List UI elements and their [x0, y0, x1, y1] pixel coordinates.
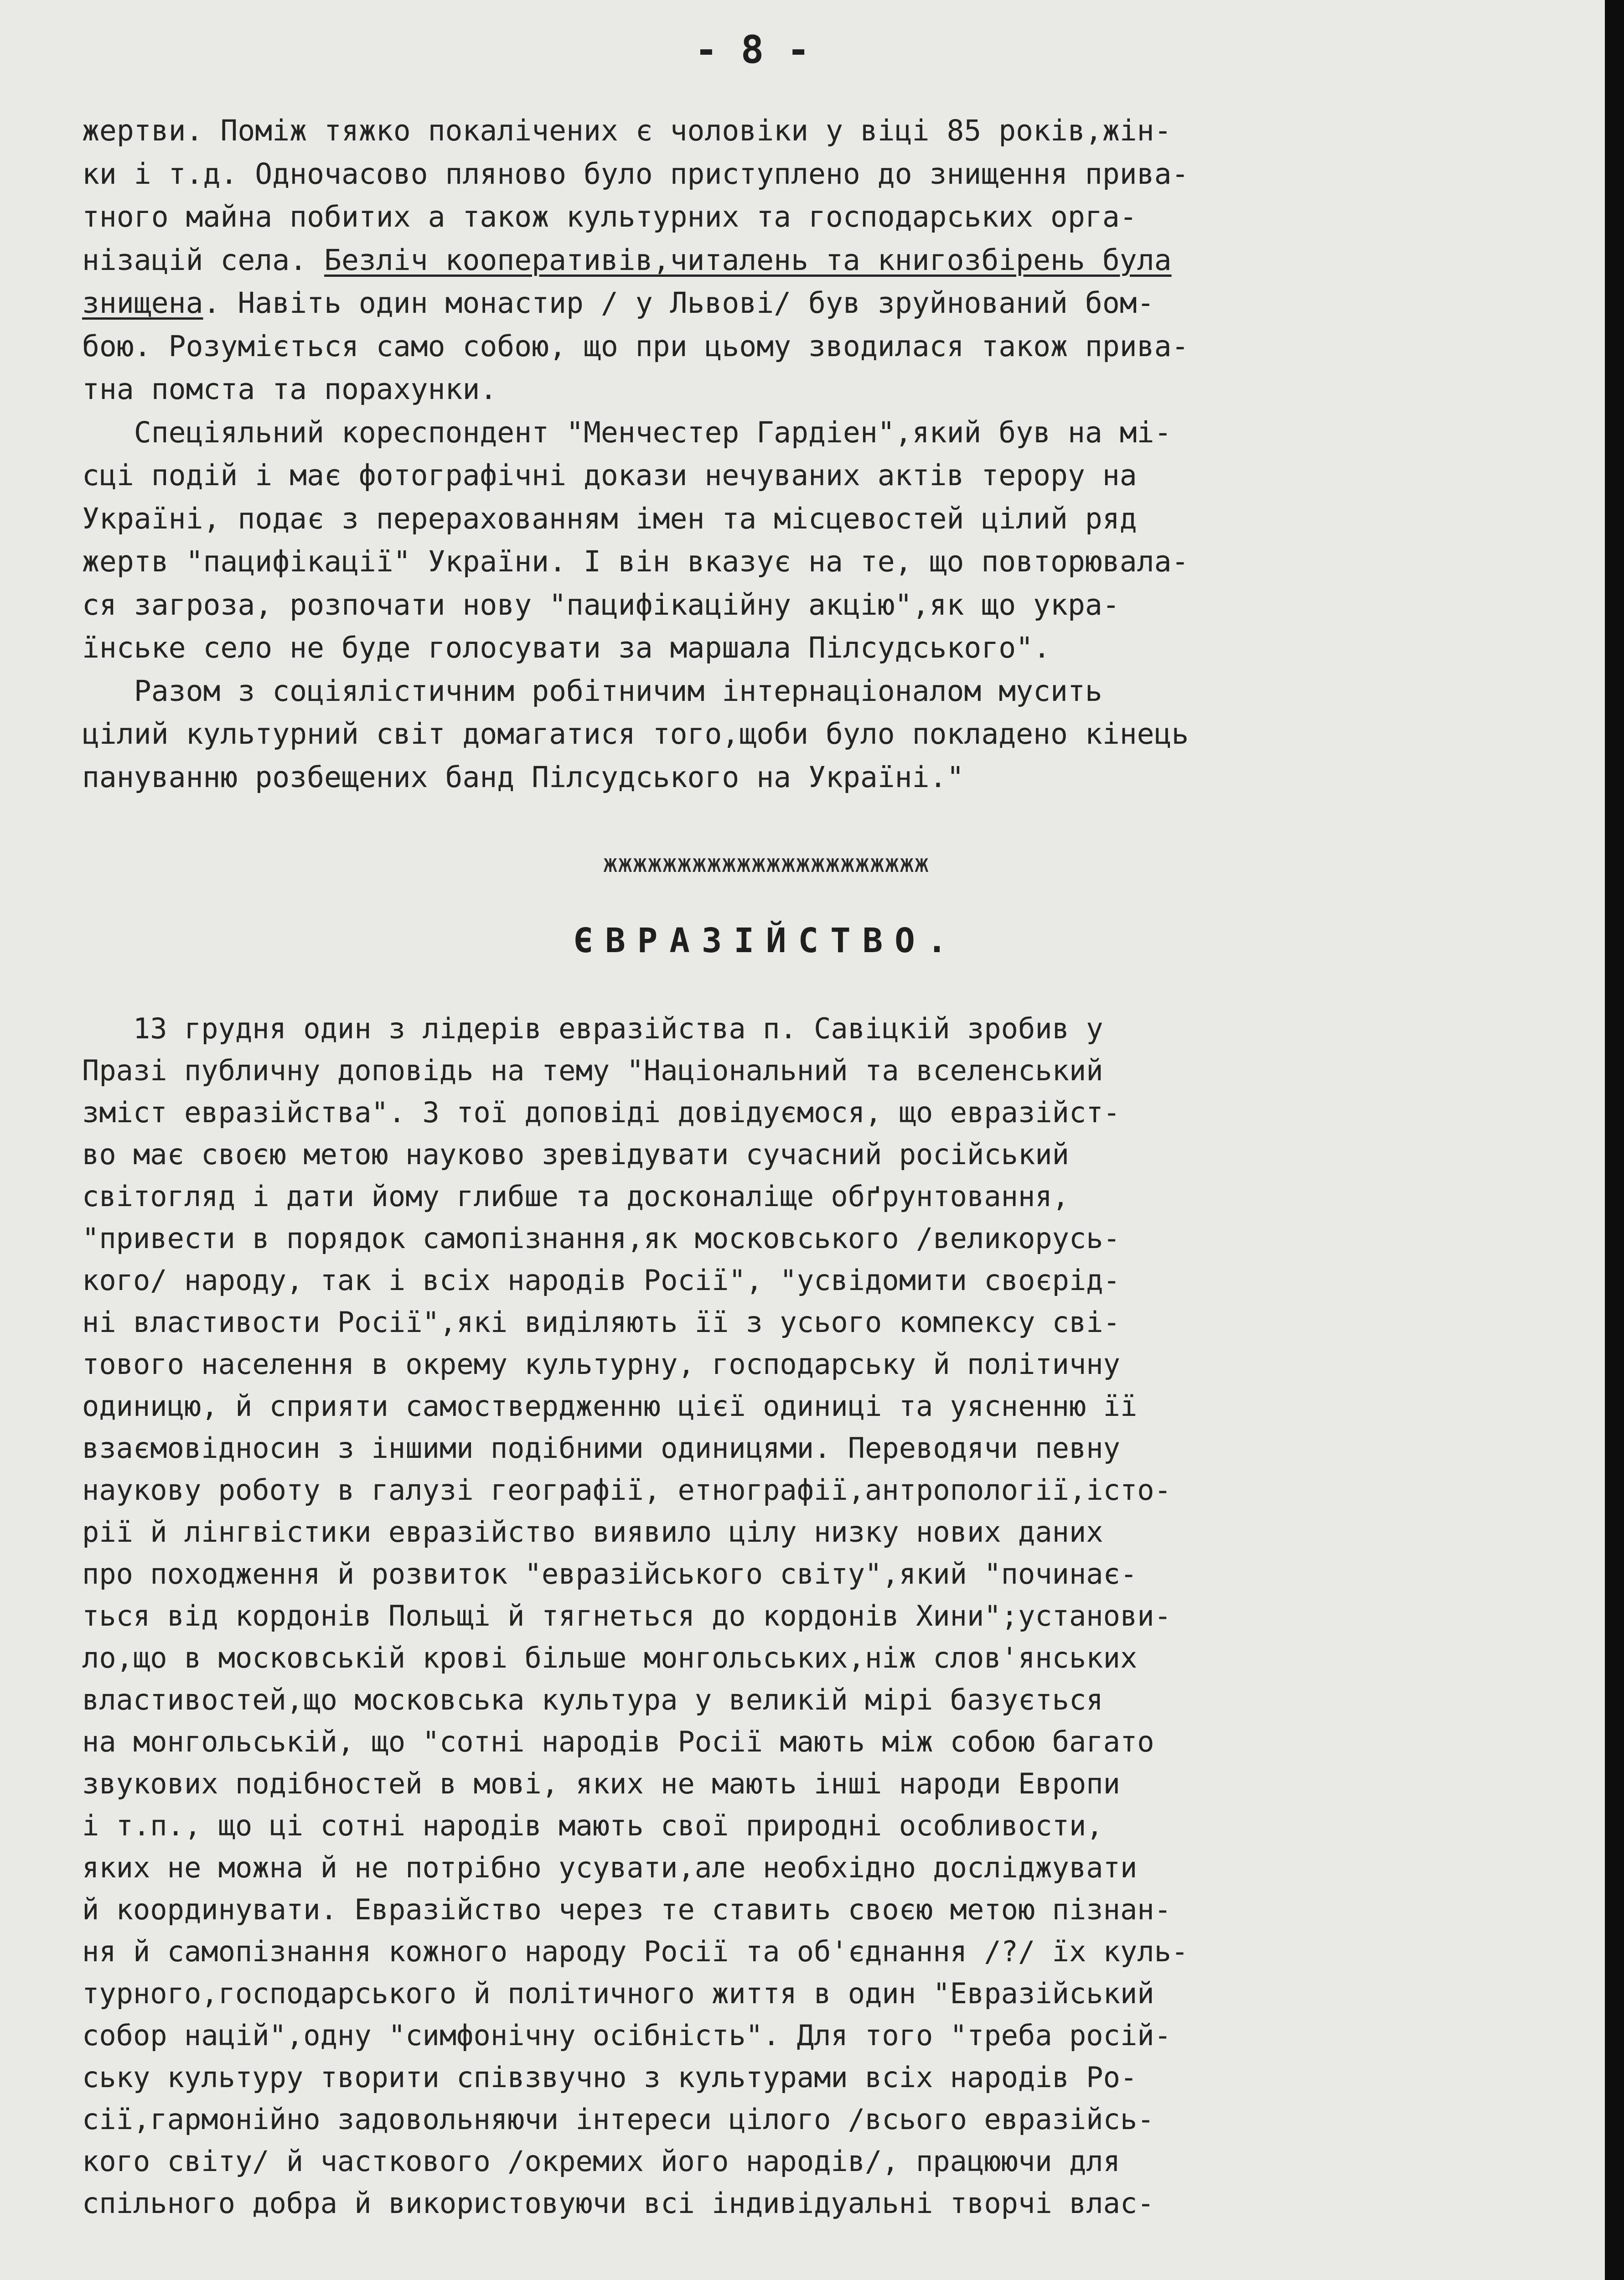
text-line: 13 грудня один з лідерів евразійства п. Савіцкій зробив у	[82, 1012, 1103, 1045]
body-text-top	[82, 109, 1518, 799]
body-text-section	[82, 1008, 1518, 2224]
text-line: властивостей,що московська культура у великій мірі базується	[82, 1683, 1103, 1716]
section-title: ЄВРАЗІЙСТВО.	[573, 921, 959, 960]
text-fragment: . Навіть один монастир / у Львові/ був зруйнований бом-	[203, 286, 1154, 320]
text-line: й координувати. Евразійство через те ставить своєю метою пізнан-	[82, 1893, 1171, 1926]
text-line: сії,гармонійно задовольняючи інтереси цілого /всього евразійсь-	[82, 2103, 1154, 2136]
text-line: про походження й розвиток "евразійського світу",який "починає-	[82, 1557, 1138, 1591]
text-line: во має своєю метою науково зревідувати сучасний російський	[82, 1138, 1069, 1171]
text-line: ло,що в московській крові більше монгольських,ніж слов'янських	[82, 1641, 1138, 1674]
text-line: Празі публичну доповідь на тему "Національний та вселенський	[82, 1054, 1103, 1087]
scan-dark-edge	[1605, 0, 1624, 2280]
text-line: ки і т.д. Одночасово пляново було приступлено до знищення прива-	[82, 157, 1189, 191]
text-line: собор націй",одну "симфонічну осібність". Для того "треба росій-	[82, 2019, 1171, 2052]
text-line: світогляд і дати йому глибше та досконаліще обґрунтовання,	[82, 1180, 1069, 1213]
text-line-with-underline	[82, 282, 1518, 325]
text-line: ську культуру творити співзвучно з культурами всіх народів Ро-	[82, 2061, 1138, 2094]
text-line: їнське село не буде голосувати за маршала Пілсудського".	[82, 631, 1051, 664]
text-line: Разом з соціялістичним робітничим інтернаціоналом мусить	[82, 674, 1102, 708]
text-line: ться від кордонів Польщі й тягнеться до кордонів Хини";установи-	[82, 1599, 1171, 1632]
text-line: взаємовідносин з іншими подібними одиницями. Переводячи певну	[82, 1431, 1120, 1465]
text-line: Спеціяльний кореспондент "Менчестер Гардіен",який був на мі-	[82, 415, 1172, 449]
text-line: звукових подібностей в мові, яких не мають інші народи Европи	[82, 1767, 1120, 1800]
text-line: ся загроза, розпочати нову "пацифікаційну акцію",як що укра-	[82, 588, 1120, 622]
text-line-with-underline	[82, 239, 1518, 282]
text-line: рії й лінгвістики евразійство виявило цілу низку нових даних	[82, 1515, 1103, 1549]
text-line: "привести в порядок самопізнання,як московського /великорусь-	[82, 1222, 1120, 1255]
text-line: ня й самопізнання кожного народу Росії та об'єднання /?/ їх куль-	[82, 1935, 1189, 1968]
text-line: і т.п., що ці сотні народів мають свої природні особливости,	[82, 1809, 1103, 1842]
text-line: наукову роботу в галузі географії, етнографії,антропології,істо-	[82, 1473, 1171, 1507]
text-line: цілий культурний світ домагатися того,щоби було покладено кінець	[82, 717, 1189, 751]
underlined-phrase: Безліч кооперативів,читалень та книгозбірень була	[324, 243, 1172, 277]
text-line: ні властивости Росії",які виділяють її з усього компексу сві-	[82, 1306, 1120, 1339]
section-separator: жжжжжжжжжжжжжжжжжжжжжж	[603, 849, 929, 878]
text-line: зміст евразійства". З тої доповіді довідуємося, що евразійст-	[82, 1096, 1120, 1129]
text-line: кого світу/ й часткового /окремих його народів/, працюючи для	[82, 2145, 1120, 2178]
text-line: Україні, подає з перерахованням імен та місцевостей цілий ряд	[82, 502, 1137, 535]
text-line: бою. Розуміється само собою, що при цьому зводилася також прива-	[82, 329, 1189, 363]
text-line: яких не можна й не потрібно усувати,але необхідно досліджувати	[82, 1851, 1138, 1884]
text-line: спільного добра й використовуючи всі індивідуальні творчі влас-	[82, 2187, 1154, 2220]
text-line: одиницю, й сприяти самоствердженню цієї одиниці та уясненню її	[82, 1389, 1138, 1423]
underlined-phrase: знищена	[82, 286, 203, 320]
text-fragment: нізацій села.	[82, 243, 325, 277]
text-line: кого/ народу, так і всіх народів Росії", "усвідомити своєрід-	[82, 1264, 1120, 1297]
text-line: тового населення в окрему культурну, господарську й політичну	[82, 1347, 1120, 1381]
text-line: сці подій і має фотографічні докази нечуваних актів терору на	[82, 459, 1137, 492]
text-line: тного майна побитих а також культурних та господарських орга-	[82, 200, 1137, 233]
text-line: на монгольській, що "сотні народів Росії мають між собою багато	[82, 1725, 1154, 1758]
text-line: жертви. Поміж тяжко покалічених є чоловіки у віці 85 років,жін-	[82, 114, 1172, 147]
text-line: турного,господарського й політичного життя в один "Евразійський	[82, 1977, 1154, 2010]
text-line: пануванню розбещених банд Пілсудського на Україні."	[82, 760, 964, 794]
text-line: жертв "пацифікації" України. І він вказує на те, що повторювала-	[82, 545, 1189, 578]
page-number: - 8 -	[694, 27, 810, 72]
text-line: тна помста та порахунки.	[82, 373, 497, 406]
